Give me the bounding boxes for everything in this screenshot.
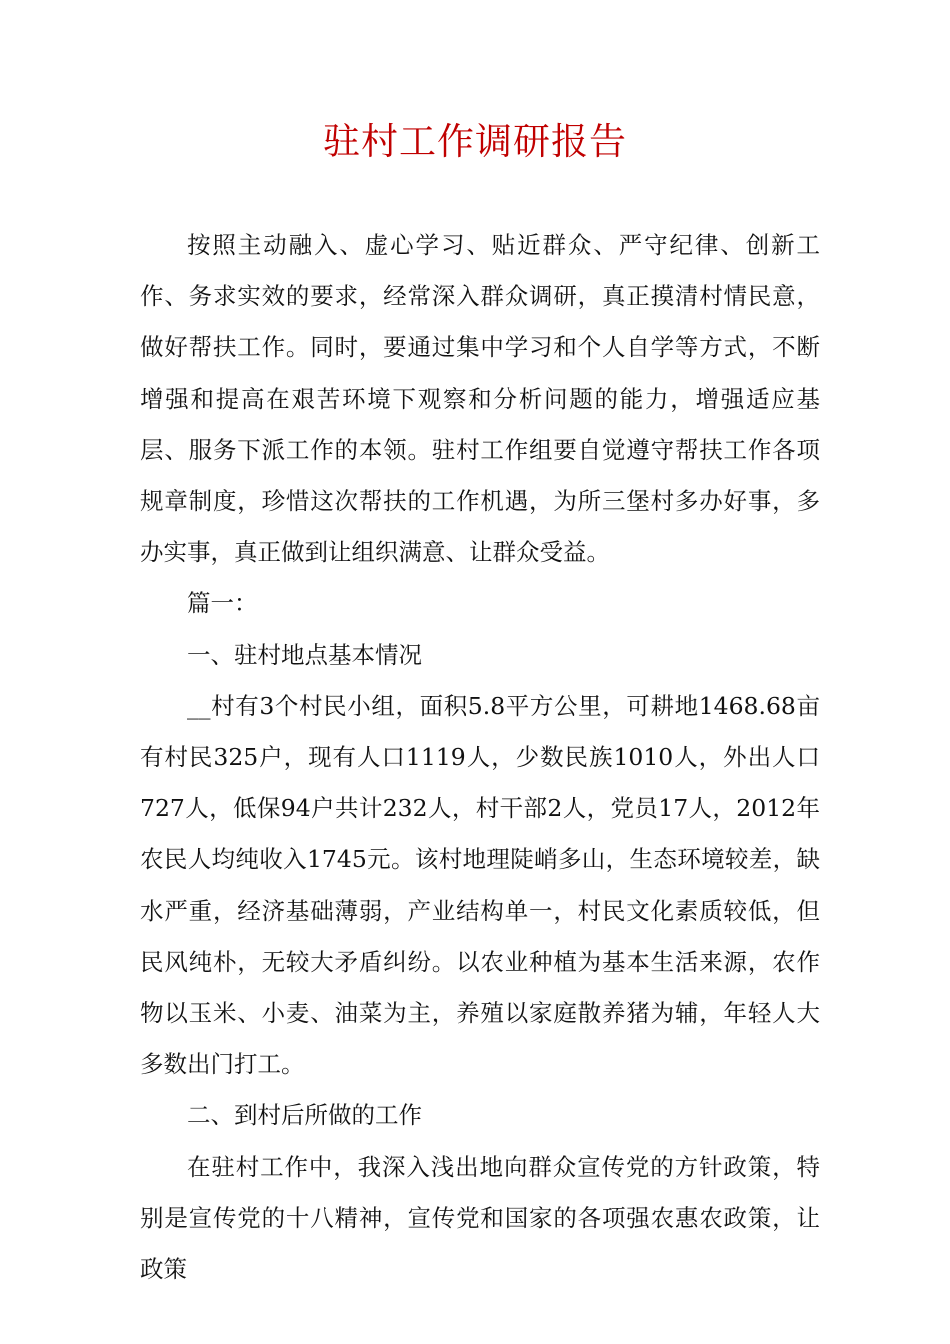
section-heading-work-done: 二、到村后所做的工作: [187, 1101, 422, 1130]
section-heading-basic-info: 一、驻村地点基本情况: [187, 640, 422, 669]
work-done-paragraph: 在驻村工作中，我深入浅出地向群众宣传党的方针政策，特别是宣传党的十八精神，宣传党和国家的各项强农惠农政策，让政策: [140, 1152, 820, 1284]
intro-paragraph: 按照主动融入、虚心学习、贴近群众、严守纪律、创新工作、务求实效的要求，经常深入群众调研，真正摸清村情民意，做好帮扶工作。同时，要通过集中学习和个人自学等方式，不断增强和提高在艰苦环境下观察和分析问题的能力，增强适应基层、服务下派工作的本领。驻村工作组要自觉遵守帮扶工作各项规章制度，珍惜这次帮扶的工作机遇，为所三堡村多办好事，多办实事，真正做到让组织满意、让群众受益。: [140, 231, 820, 567]
section-label-part-one: 篇一：: [187, 589, 258, 618]
document-title: 驻村工作调研报告: [323, 120, 627, 163]
basic-info-paragraph: __村有3个村民小组，面积5.8平方公里，可耕地1468.68亩有村民325户，现有人口1119人，少数民族1010人，外出人口727人，低保94户共计232人，村干部2人，党员17人，2012年农民人均纯收入1745元。该村地理陡峭多山，生态环境较差，缺水严重，经济基础薄弱，产业结构单一，村民文化素质较低，但民风纯朴，无较大矛盾纠纷。以农业种植为基本生活来源，农作物以玉米、小麦、油菜为主，养殖以家庭散养猪为辅，年轻人大多数出门打工。: [140, 691, 820, 1079]
document-body: [140, 220, 820, 1295]
